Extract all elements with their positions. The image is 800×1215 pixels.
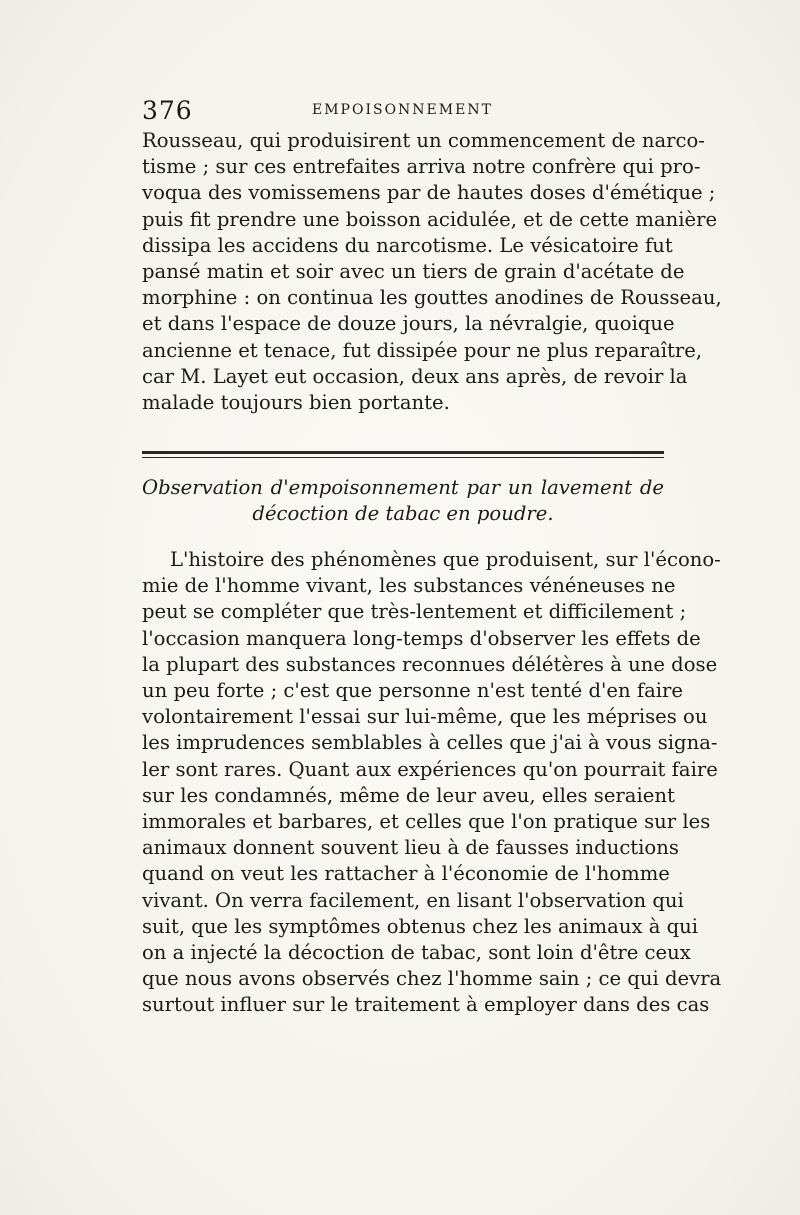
continuation-paragraph [142,128,722,416]
text-line: volontairement l'essai sur lui-même, que les méprises ou [142,705,708,729]
text-line: L'histoire des phénomènes que produisent, sur l'écono- [170,548,721,571]
page-number: 376 [142,96,193,125]
section-paragraph [142,547,722,1019]
text-line: vivant. On verra facilement, en lisant l'observation qui [142,888,684,912]
text-line: tisme ; sur ces entrefaites arriva notre confrère qui pro- [142,155,701,179]
text-line: dissipa les accidens du narcotisme. Le vésicatoire fut [142,233,673,257]
text-line: la plupart des substances reconnues délétères à une dose [142,652,718,676]
page-header [142,96,664,126]
text-line: et dans l'espace de douze jours, la névralgie, quoique [142,312,675,336]
text-line: car M. Layet eut occasion, deux ans après, de revoir la [142,364,688,388]
running-head: EMPOISONNEMENT [312,102,493,118]
section-title [142,475,664,527]
text-line: morphine : on continua les gouttes anodines de Rousseau, [142,286,722,310]
text-line: surtout influer sur le traitement à employer dans des cas [142,993,710,1017]
text-line: peut se compléter que très-lentement et difficilement ; [142,600,687,624]
section-title-line: Observation d'empoisonnement par un lavement de [142,476,664,499]
text-line: quand on veut les rattacher à l'économie de l'homme [142,862,670,886]
text-line: pansé matin et soir avec un tiers de grain d'acétate de [142,260,685,284]
text-line: on a injecté la décoction de tabac, sont loin d'être ceux [142,941,691,965]
text-line: animaux donnent souvent lieu à de fausses inductions [142,836,679,860]
text-line: ler sont rares. Quant aux expériences qu'on pourrait faire [142,757,718,781]
text-line: les imprudences semblables à celles que j'ai à vous signa- [142,731,718,755]
section-divider-thick [142,451,664,454]
text-line: voqua des vomissemens par de hautes doses d'émétique ; [142,181,716,205]
text-line: mie de l'homme vivant, les substances vénéneuses ne [142,574,676,598]
text-line: Rousseau, qui produisirent un commencement de narco- [142,129,705,152]
text-line: l'occasion manquera long-temps d'observer les effets de [142,626,701,650]
text-line: puis fit prendre une boisson acidulée, et de cette manière [142,207,718,231]
text-line: malade toujours bien portante. [142,391,450,415]
text-line: un peu forte ; c'est que personne n'est tenté d'en faire [142,679,683,703]
text-line: ancienne et tenace, fut dissipée pour ne plus reparaître, [142,338,703,362]
text-line: immorales et barbares, et celles que l'on pratique sur les [142,810,711,834]
text-line: suit, que les symptômes obtenus chez les animaux à qui [142,914,699,938]
text-line: que nous avons observés chez l'homme sain ; ce qui devra [142,967,722,991]
section-divider-thin [142,457,664,458]
section-title-line: décoction de tabac en poudre. [252,502,554,525]
text-line: sur les condamnés, même de leur aveu, elles seraient [142,783,675,807]
